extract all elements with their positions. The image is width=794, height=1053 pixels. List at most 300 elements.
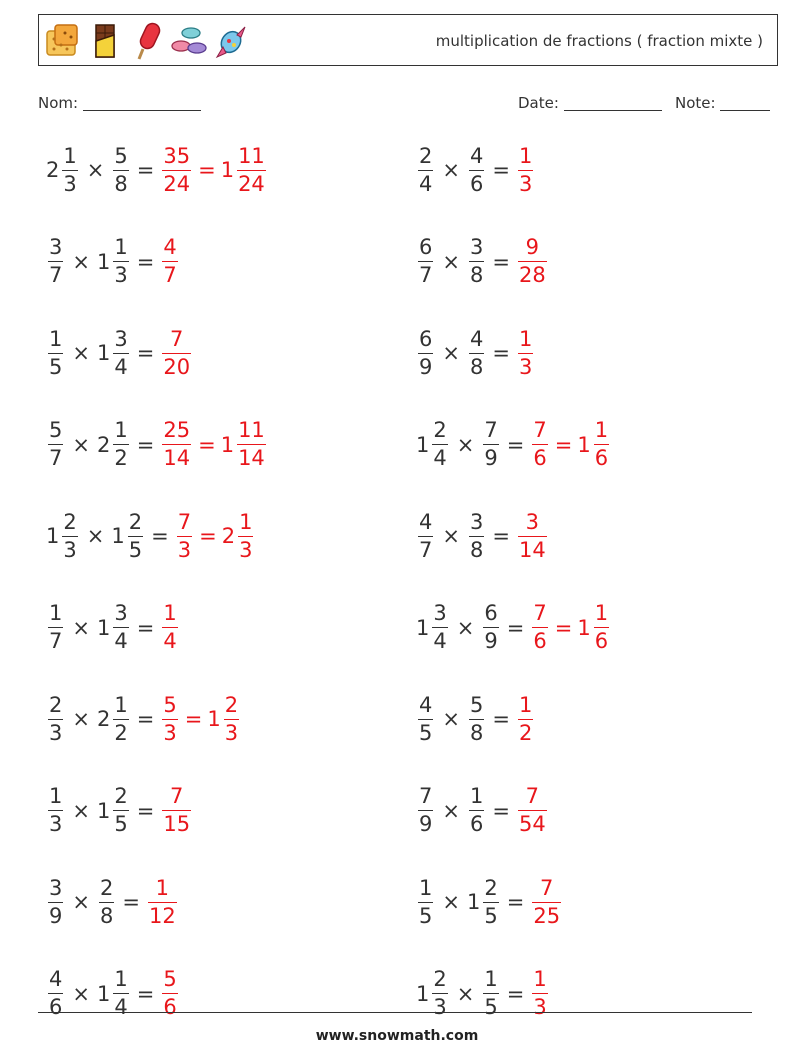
times-sign: × (86, 158, 105, 182)
numerator: 2 (433, 967, 447, 991)
denominator: 3 (114, 263, 128, 287)
answer-fraction (162, 143, 191, 196)
numerator: 1 (114, 692, 128, 717)
denominator: 6 (594, 629, 609, 653)
whole-number: 1 (416, 981, 430, 1006)
answer-fraction (518, 692, 533, 745)
numerator: 4 (469, 143, 484, 168)
denominator: 7 (163, 263, 177, 287)
whole-number: 2 (96, 432, 111, 457)
times-sign: × (72, 432, 90, 457)
denominator: 7 (419, 263, 433, 287)
numerator: 5 (163, 967, 177, 991)
answer (160, 326, 193, 379)
problem-item (416, 781, 549, 841)
denominator: 5 (484, 995, 498, 1019)
problem-item (46, 689, 241, 749)
whole-number: 1 (46, 524, 60, 548)
denominator: 6 (533, 629, 547, 653)
answer-fraction (162, 969, 177, 1018)
numerator: 4 (419, 692, 433, 717)
denominator: 9 (49, 903, 63, 928)
times-sign: × (456, 432, 475, 457)
numerator: 3 (525, 509, 540, 534)
times-sign: × (72, 981, 90, 1006)
answer-fraction (518, 326, 533, 379)
denominator: 14 (238, 446, 265, 470)
fraction (113, 237, 128, 286)
numerator: 3 (469, 235, 484, 259)
denominator: 3 (518, 354, 533, 379)
fraction (62, 509, 77, 562)
answer (530, 603, 611, 652)
answer (530, 969, 549, 1018)
numerator: 1 (419, 875, 433, 900)
header-icons (45, 21, 249, 61)
fraction (113, 692, 128, 745)
equals-sign: = (136, 432, 155, 457)
note-field (675, 94, 770, 112)
numerator: 7 (170, 784, 184, 808)
denominator: 5 (419, 903, 433, 928)
times-sign: × (442, 249, 460, 274)
equals-sign: = (506, 981, 525, 1006)
numerator: 3 (114, 326, 128, 351)
numerator: 7 (533, 601, 547, 625)
fraction (113, 420, 128, 469)
denominator: 8 (469, 354, 484, 379)
worksheet-header (38, 14, 778, 66)
times-sign: × (442, 341, 460, 365)
numerator: 6 (419, 235, 433, 259)
equals-sign: = (492, 707, 510, 731)
denominator: 5 (128, 537, 143, 562)
denominator: 14 (518, 537, 546, 562)
times-sign: × (72, 798, 90, 823)
numerator: 1 (518, 326, 533, 351)
numerator: 11 (238, 143, 265, 168)
fraction (113, 143, 128, 196)
whole-number: 1 (96, 798, 111, 823)
answer-fraction (224, 692, 239, 745)
times-sign: × (442, 158, 460, 182)
times-sign: × (456, 615, 475, 640)
numerator: 1 (484, 967, 498, 991)
numerator: 7 (484, 418, 498, 442)
fraction (418, 786, 433, 835)
fraction (48, 326, 63, 379)
numerator: 6 (419, 326, 433, 351)
answer (160, 969, 179, 1018)
numerator: 7 (170, 326, 184, 351)
equals-sign: = (136, 341, 155, 365)
fraction (48, 875, 63, 928)
equals-sign: = (136, 615, 155, 640)
equals-sign: = (506, 432, 525, 457)
numerator: 5 (163, 692, 177, 717)
times-sign: × (86, 524, 105, 548)
numerator: 4 (163, 235, 177, 259)
numerator: 7 (533, 418, 547, 442)
denominator: 9 (484, 629, 498, 653)
denominator: 3 (433, 995, 447, 1019)
numerator: 35 (163, 143, 191, 168)
candy-icon (213, 21, 249, 61)
fraction (483, 969, 498, 1018)
fraction (469, 692, 484, 745)
numerator: 1 (155, 875, 170, 900)
whole-number: 1 (96, 341, 111, 365)
problem-item (416, 232, 549, 292)
equals-sign: = (122, 890, 140, 914)
denominator: 9 (419, 354, 433, 379)
numerator: 2 (433, 418, 447, 442)
answer-fraction (162, 237, 177, 286)
fraction (483, 420, 498, 469)
numerator: 2 (49, 692, 63, 717)
fraction (418, 692, 433, 745)
denominator: 7 (419, 537, 433, 562)
answer-fraction (162, 326, 191, 379)
answer-fraction (594, 603, 609, 652)
fraction (432, 420, 447, 469)
answer (516, 326, 535, 379)
denominator: 25 (533, 903, 561, 928)
numerator: 1 (533, 967, 547, 991)
denominator: 2 (114, 446, 128, 470)
numerator: 1 (163, 601, 177, 625)
denominator: 8 (469, 720, 484, 745)
numerator: 2 (99, 875, 114, 900)
fraction (418, 326, 433, 379)
denominator: 3 (518, 171, 533, 196)
equals-sign: = (136, 981, 155, 1006)
fraction (48, 786, 63, 835)
numerator: 1 (594, 418, 609, 442)
fraction (469, 237, 484, 286)
date-label: Date: (518, 94, 559, 112)
numerator: 1 (49, 326, 63, 351)
times-sign: × (456, 981, 475, 1006)
answer-equals-sign: = (198, 158, 216, 182)
denominator: 5 (114, 812, 128, 836)
numerator: 1 (518, 143, 533, 168)
answer (530, 420, 611, 469)
problem-item (46, 964, 180, 1024)
numerator: 9 (525, 235, 540, 259)
answer (160, 420, 267, 469)
answer-whole: 2 (221, 524, 236, 548)
worksheet-title: multiplication de fractions ( fraction mixte ) (435, 32, 763, 50)
equals-sign: = (492, 158, 510, 182)
denominator: 6 (594, 446, 609, 470)
answer-fraction (518, 786, 547, 835)
answer-fraction (162, 420, 191, 469)
name-field (38, 94, 201, 112)
whole-number: 1 (96, 249, 111, 274)
times-sign: × (442, 707, 460, 731)
numerator: 1 (594, 601, 609, 625)
numerator: 6 (484, 601, 498, 625)
numerator: 2 (128, 509, 143, 534)
answer-whole: 1 (577, 615, 591, 640)
answer (175, 509, 256, 562)
numerator: 7 (177, 509, 192, 534)
numerator: 1 (114, 967, 128, 991)
times-sign: × (72, 249, 90, 274)
denominator: 3 (163, 720, 177, 745)
numerator: 1 (63, 143, 77, 168)
problem-item (46, 415, 268, 475)
times-sign: × (72, 615, 90, 640)
denominator: 3 (239, 537, 253, 562)
denominator: 4 (433, 629, 447, 653)
answer-fraction (237, 420, 266, 469)
numerator: 1 (469, 784, 484, 808)
answer-fraction (518, 143, 533, 196)
note-blank[interactable] (720, 96, 770, 111)
numerator: 1 (239, 509, 253, 534)
problem-item (46, 781, 193, 841)
numerator: 2 (419, 143, 433, 168)
problem-item (46, 872, 179, 932)
problem-item (416, 323, 535, 383)
denominator: 2 (114, 720, 128, 745)
answer-whole: 1 (577, 432, 591, 457)
equals-sign: = (492, 249, 510, 274)
numerator: 4 (419, 509, 433, 534)
answer-fraction (177, 509, 192, 562)
problem-item (46, 506, 255, 566)
denominator: 3 (224, 720, 239, 745)
denominator: 15 (163, 812, 191, 836)
denominator: 7 (49, 446, 63, 470)
denominator: 6 (533, 446, 547, 470)
whole-number: 2 (46, 158, 60, 182)
denominator: 7 (49, 263, 63, 287)
name-label: Nom: (38, 94, 79, 112)
denominator: 12 (148, 903, 176, 928)
numerator: 7 (525, 784, 540, 808)
fraction (432, 603, 447, 652)
fraction (418, 143, 433, 196)
denominator: 7 (49, 629, 63, 653)
problem-item (416, 598, 611, 658)
whole-number: 1 (111, 524, 125, 548)
answer-equals-sign: = (554, 615, 573, 640)
answer (516, 692, 535, 745)
numerator: 1 (114, 235, 128, 259)
biscuit-icon (45, 21, 81, 61)
equals-sign: = (492, 341, 510, 365)
numerator: 5 (49, 418, 63, 442)
times-sign: × (72, 890, 90, 914)
numerator: 3 (433, 601, 447, 625)
denominator: 8 (469, 263, 484, 287)
answer-fraction (518, 237, 547, 286)
denominator: 4 (419, 171, 433, 196)
macarons-icon (171, 21, 207, 61)
answer (160, 237, 179, 286)
note-label: Note: (675, 94, 716, 112)
denominator: 20 (163, 354, 191, 379)
denominator: 5 (419, 720, 433, 745)
answer-fraction (237, 143, 266, 196)
denominator: 54 (518, 812, 546, 836)
denominator: 3 (63, 171, 77, 196)
problem-item (46, 140, 268, 200)
answer-whole: 1 (207, 707, 221, 731)
numerator: 1 (49, 784, 63, 808)
fraction (418, 875, 433, 928)
times-sign: × (72, 341, 90, 365)
answer-fraction (162, 603, 177, 652)
problem-item (46, 232, 180, 292)
name-blank[interactable] (83, 96, 201, 111)
denominator: 3 (63, 537, 77, 562)
answer (160, 603, 179, 652)
answer-equals-sign: = (198, 432, 216, 457)
numerator: 5 (114, 143, 128, 168)
problem-item (416, 140, 535, 200)
numerator: 3 (49, 875, 63, 900)
numerator: 1 (49, 601, 63, 625)
answer-fraction (148, 875, 177, 928)
denominator: 8 (469, 537, 484, 562)
answer (160, 692, 241, 745)
answer-whole: 1 (220, 432, 235, 457)
footer-divider (38, 1012, 752, 1013)
fraction (483, 875, 498, 928)
answer-fraction (238, 509, 253, 562)
numerator: 5 (469, 692, 484, 717)
whole-number: 1 (466, 890, 481, 914)
fraction (113, 326, 128, 379)
numerator: 3 (49, 235, 63, 259)
fraction (418, 237, 433, 286)
equals-sign: = (136, 707, 155, 731)
numerator: 2 (224, 692, 239, 717)
date-blank[interactable] (564, 96, 662, 111)
answer-whole: 1 (220, 158, 235, 182)
answer (160, 786, 193, 835)
denominator: 24 (163, 171, 191, 196)
fraction (62, 143, 77, 196)
answer (516, 786, 549, 835)
answer (516, 237, 549, 286)
denominator: 5 (49, 354, 63, 379)
problem-item (416, 506, 549, 566)
answer-fraction (594, 420, 609, 469)
numerator: 2 (484, 875, 498, 900)
problem-item (416, 964, 550, 1024)
equals-sign: = (151, 524, 169, 548)
fraction (113, 603, 128, 652)
fraction (469, 143, 484, 196)
chocolate-bar-icon (87, 21, 123, 61)
equals-sign: = (136, 158, 155, 182)
denominator: 24 (238, 171, 265, 196)
problem-item (46, 598, 180, 658)
fraction (469, 326, 484, 379)
fraction (48, 420, 63, 469)
denominator: 9 (419, 812, 433, 836)
footer-url: www.snowmath.com (315, 1028, 479, 1044)
denominator: 8 (114, 171, 128, 196)
answer (530, 875, 563, 928)
numerator: 25 (163, 418, 191, 442)
times-sign: × (442, 798, 460, 823)
fraction (99, 875, 114, 928)
denominator: 5 (484, 903, 498, 928)
answer-fraction (518, 509, 547, 562)
denominator: 6 (469, 812, 484, 836)
denominator: 6 (163, 995, 177, 1019)
denominator: 14 (163, 446, 191, 470)
problem-item (416, 872, 563, 932)
times-sign: × (72, 707, 90, 731)
denominator: 3 (49, 812, 63, 836)
whole-number: 2 (96, 707, 111, 731)
denominator: 4 (114, 629, 128, 653)
denominator: 28 (518, 263, 546, 287)
fraction (418, 509, 433, 562)
numerator: 1 (518, 692, 533, 717)
fraction (469, 786, 484, 835)
denominator: 3 (533, 995, 547, 1019)
answer-fraction (532, 875, 561, 928)
answer-fraction (532, 969, 547, 1018)
answer-fraction (532, 603, 547, 652)
whole-number: 1 (416, 615, 430, 640)
numerator: 2 (63, 509, 77, 534)
problem-item (46, 323, 193, 383)
times-sign: × (442, 890, 460, 914)
problem-item (416, 689, 535, 749)
numerator: 7 (419, 784, 433, 808)
denominator: 6 (469, 171, 484, 196)
answer-fraction (532, 420, 547, 469)
numerator: 3 (469, 509, 484, 534)
answer-fraction (162, 692, 177, 745)
answer (146, 875, 179, 928)
answer (516, 143, 535, 196)
answer (160, 143, 267, 196)
denominator: 2 (518, 720, 533, 745)
fraction (113, 786, 128, 835)
fraction (48, 237, 63, 286)
denominator: 8 (99, 903, 114, 928)
equals-sign: = (506, 890, 525, 914)
denominator: 9 (484, 446, 498, 470)
whole-number: 1 (96, 615, 111, 640)
equals-sign: = (136, 249, 155, 274)
numerator: 11 (238, 418, 265, 442)
whole-number: 1 (96, 981, 111, 1006)
answer-equals-sign: = (199, 524, 217, 548)
numerator: 1 (114, 418, 128, 442)
answer (516, 509, 549, 562)
denominator: 4 (433, 446, 447, 470)
equals-sign: = (492, 524, 510, 548)
equals-sign: = (136, 798, 155, 823)
fraction (48, 692, 63, 745)
fraction (48, 969, 63, 1018)
ice-pop-icon (129, 21, 165, 61)
fraction (113, 969, 128, 1018)
answer-fraction (162, 786, 191, 835)
date-field (518, 94, 662, 112)
